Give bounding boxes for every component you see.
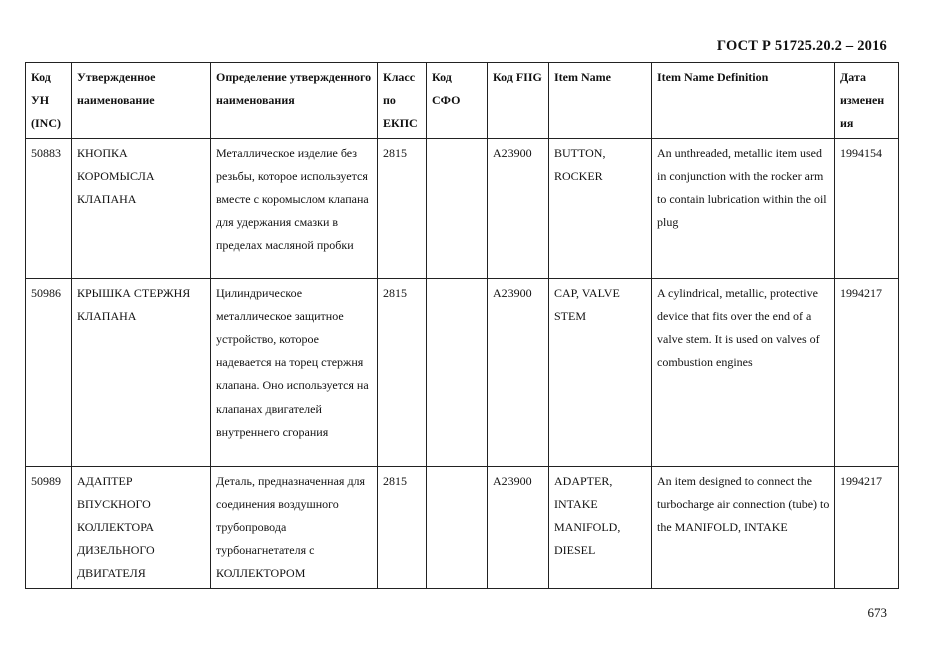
page-number: 673 — [867, 605, 887, 620]
cell-date: 1994154 — [835, 138, 899, 278]
col-header-name-ru: Утвержденное наименование — [72, 63, 211, 139]
cell-item-name: ADAPTER, INTAKE MANIFOLD, DIESEL — [549, 466, 652, 588]
col-header-definition-ru: Определение утвержденного наименования — [211, 63, 378, 139]
table-row — [26, 138, 899, 278]
cell-date: 1994217 — [835, 278, 899, 466]
cell-definition-ru: Деталь, предназначенная для соединения воздушного трубопровода турбонагнетателя с КОЛЛЕКТОРОМ — [211, 466, 378, 588]
table-header-row — [26, 63, 899, 139]
cell-item-definition: A cylindrical, metallic, protective device that fits over the end of a valve stem. It is used on valves of combustion engines — [652, 278, 835, 466]
cell-sfo — [427, 138, 488, 278]
cell-sfo — [427, 466, 488, 588]
cell-class: 2815 — [378, 466, 427, 588]
table-row — [26, 466, 899, 588]
col-header-date: Дата изменен ия — [835, 63, 899, 139]
document-standard-title: ГОСТ Р 51725.20.2 – 2016 — [716, 38, 887, 54]
cell-code: 50986 — [26, 278, 72, 466]
cell-item-name: CAP, VALVE STEM — [549, 278, 652, 466]
cell-class: 2815 — [378, 138, 427, 278]
cell-name-ru: АДАПТЕР ВПУСКНОГО КОЛЛЕКТОРА ДИЗЕЛЬНОГО ДВИГАТЕЛЯ — [72, 466, 211, 588]
cell-code: 50989 — [26, 466, 72, 588]
cell-item-definition: An unthreaded, metallic item used in conjunction with the rocker arm to contain lubrication within the oil plug — [652, 138, 835, 278]
cell-code: 50883 — [26, 138, 72, 278]
col-header-sfo: Код СФО — [427, 63, 488, 139]
col-header-class: Класс по ЕКПС — [378, 63, 427, 139]
cell-fiig: A23900 — [488, 138, 549, 278]
cell-item-name: BUTTON, ROCKER — [549, 138, 652, 278]
col-header-item-name: Item Name — [549, 63, 652, 139]
cell-name-ru: КНОПКА КОРОМЫСЛА КЛАПАНА — [72, 138, 211, 278]
cell-class: 2815 — [378, 278, 427, 466]
cell-fiig: A23900 — [488, 466, 549, 588]
cell-definition-ru: Цилиндрическое металлическое защитное устройство, которое надевается на торец стержня клапана. Оно используется на клапанах двигателей внутреннего сгорания — [211, 278, 378, 466]
cell-name-ru: КРЫШКА СТЕРЖНЯ КЛАПАНА — [72, 278, 211, 466]
cell-fiig: A23900 — [488, 278, 549, 466]
cell-item-definition: An item designed to connect the turbocharge air connection (tube) to the MANIFOLD, INTAKE — [652, 466, 835, 588]
col-header-code: Код УН (INC) — [26, 63, 72, 139]
cell-definition-ru: Металлическое изделие без резьбы, которое используется вместе с коромыслом клапана для удержания смазки в пределах масляной пробки — [211, 138, 378, 278]
table-row — [26, 278, 899, 466]
col-header-fiig: Код FIIG — [488, 63, 549, 139]
cell-date: 1994217 — [835, 466, 899, 588]
item-name-table — [25, 62, 899, 589]
cell-sfo — [427, 278, 488, 466]
col-header-item-definition: Item Name Definition — [652, 63, 835, 139]
